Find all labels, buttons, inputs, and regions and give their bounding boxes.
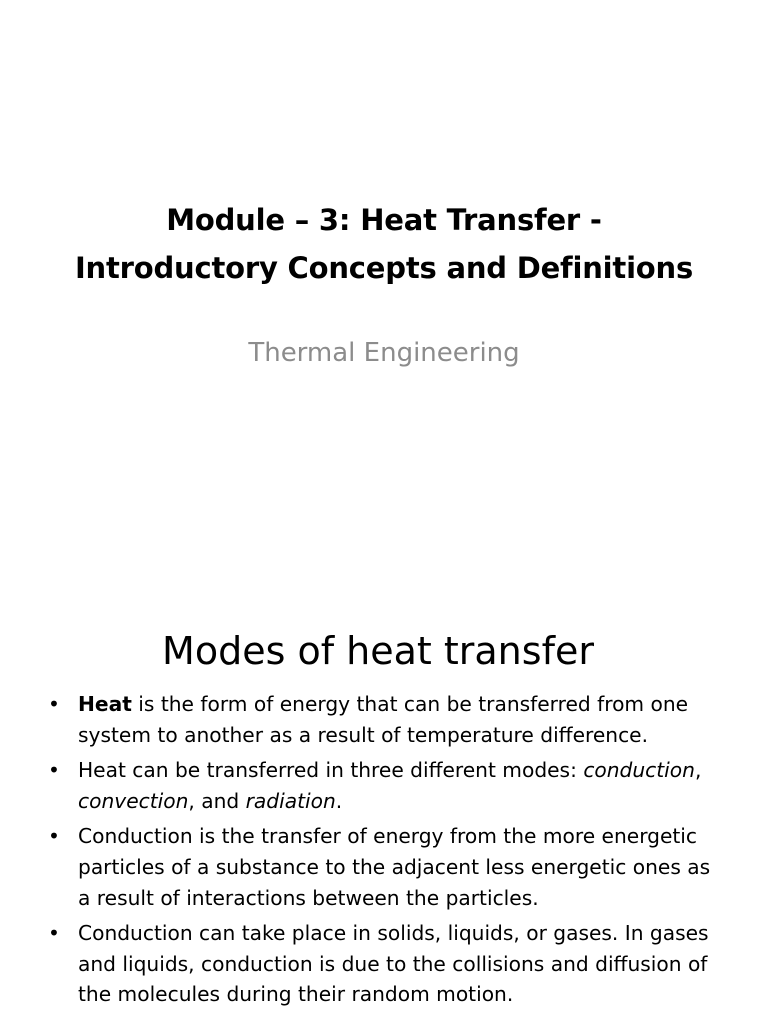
slide-title-line-1: Module – 3: Heat Transfer - [166, 203, 602, 237]
content-slide [0, 576, 768, 1024]
bullet-line: system to another as a result of temperature difference. [78, 722, 649, 747]
slide-title-line-2: Introductory Concepts and Definitions [74, 251, 694, 285]
text-run: , and [188, 788, 246, 813]
slide-subtitle: Thermal Engineering [248, 338, 520, 368]
bullet-line [78, 786, 744, 817]
text-run: Heat can be transferred in three different modes: [78, 758, 584, 783]
italic-term: radiation [245, 788, 336, 813]
bullet-line: Conduction is the transfer of energy from the more energetic [78, 824, 697, 849]
bullet-line: a result of interactions between the particles. [78, 885, 539, 910]
bullet-line: Conduction can take place in solids, liquids, or gases. In gases [78, 921, 709, 946]
bullet-line: the molecules during their random motion. [78, 982, 514, 1007]
bullet-marker: • [48, 692, 60, 716]
bullet-item [0, 821, 768, 913]
bullet-marker: • [48, 824, 60, 849]
bullet-marker: • [48, 921, 60, 946]
text-run: . [335, 788, 343, 813]
bullet-marker: • [48, 758, 60, 783]
bullet-line [78, 755, 744, 786]
bullet-item [0, 689, 768, 750]
bullet-item [0, 755, 768, 816]
italic-term: conduction [583, 758, 695, 783]
bold-term: Heat [78, 692, 132, 716]
slide-title [40, 196, 728, 292]
italic-term: convection [78, 788, 189, 813]
bullet-item [0, 918, 768, 1010]
text-run: is the form of energy that can be transferred from one [131, 692, 689, 716]
text-run: , [694, 758, 702, 783]
slide-heading: Modes of heat transfer [162, 629, 594, 673]
bullet-list [0, 689, 768, 1015]
bullet-line: particles of a substance to the adjacent less energetic ones as [78, 854, 711, 879]
bullet-line [78, 689, 744, 720]
bullet-line: and liquids, conduction is due to the collisions and diffusion of [78, 951, 708, 976]
